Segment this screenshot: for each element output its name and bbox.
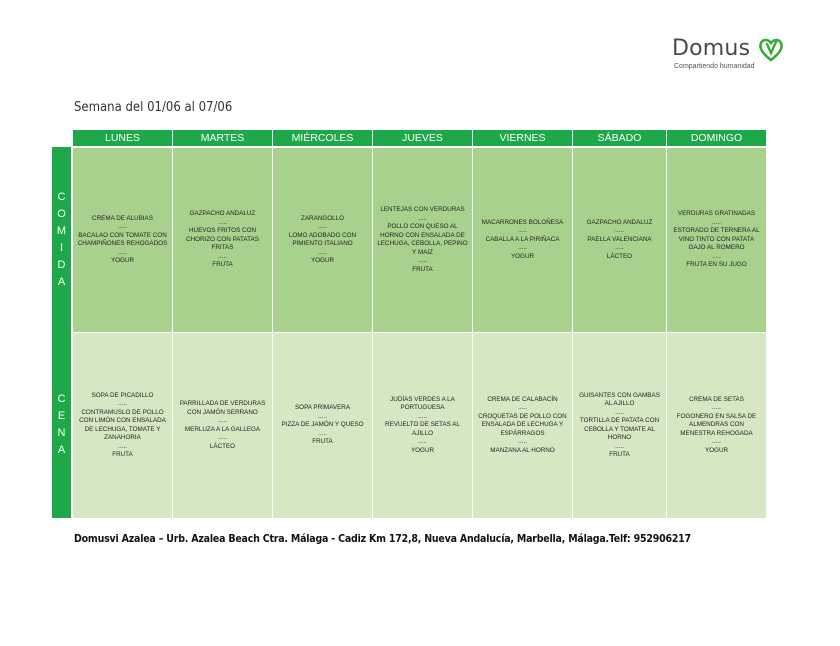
dish-item: PIZZA DE JAMÓN Y QUESO [281, 421, 364, 429]
day-header: SÁBADO [572, 130, 666, 146]
day-header: LUNES [72, 130, 172, 146]
dish-item: GAZPACHO ANDALUZ [586, 218, 653, 226]
dish-separator: ..... [518, 244, 527, 252]
dish-item: CONTRAMUSLO DE POLLO CON LIMÓN CON ENSALADA DE LECHUGA, TOMATE Y ZANAHORIA [79, 408, 166, 441]
dish-separator: ..... [418, 412, 427, 420]
dish-item: GUISANTES CON GAMBAS AL AJILLO [579, 391, 660, 407]
week-label: Semana del 01/06 al 07/06 [74, 100, 233, 115]
dish-item: FRUTA [412, 265, 433, 273]
menu-cell [572, 147, 666, 332]
dish-item: YOGUR [510, 252, 535, 260]
day-header-row [72, 130, 766, 146]
dish-item: SOPA PRIMAVERA [294, 404, 351, 412]
dish-item: CROQUETAS DE POLLO CON ENSALADA DE LECHUGA Y ESPÁRRAGOS [478, 412, 567, 437]
dish-separator: ..... [318, 412, 327, 420]
dish-item: LÁCTEO [606, 252, 633, 260]
meal-label-letter: N [57, 427, 66, 439]
meal-label-cena [52, 332, 71, 518]
dish-item: LENTEJAS CON VERDURAS [380, 206, 465, 213]
dish-separator: ..... [318, 429, 327, 437]
footer-address: Domusvi Azalea – Urb. Azalea Beach Ctra. Málaga - Cadiz Km 172,8, Nueva Andalucía, Marbella, Málaga.Telf: 952906217 [74, 533, 691, 545]
menu-cell [666, 147, 766, 332]
menu-cell [372, 332, 472, 518]
menu-cell [472, 332, 572, 518]
dish-separator: ..... [712, 438, 721, 446]
dish-separator: ..... [118, 400, 127, 407]
menu-cell [272, 332, 372, 518]
dish-separator: ..... [218, 252, 227, 260]
dish-separator: ..... [218, 434, 227, 441]
menu-cell [572, 332, 666, 518]
meal-label-letter: O [57, 207, 66, 220]
menu-cell [372, 147, 472, 332]
day-header: VIERNES [472, 130, 572, 146]
dish-separator: ..... [418, 214, 427, 222]
dish-item: YOGUR [704, 446, 729, 454]
dish-separator: ..... [218, 417, 227, 424]
dish-separator: ..... [615, 227, 624, 235]
cena-row [72, 332, 766, 518]
dish-item: FRUTA [609, 451, 630, 458]
meal-label-letter: C [57, 190, 66, 203]
menu-cell [172, 332, 272, 518]
dish-item: YOGUR [110, 257, 135, 264]
dish-item: YOGUR [410, 446, 435, 454]
day-header: MARTES [172, 130, 272, 146]
meal-label-letter: I [59, 241, 64, 254]
dish-separator: ..... [712, 218, 721, 226]
dish-item: FRUTA EN SU JUGO [686, 261, 747, 269]
day-header: JUEVES [372, 130, 472, 146]
menu-cell [72, 147, 172, 332]
dish-item: TORTILLA DE PATATA CON CEBOLLA Y TOMATE AL HORNO [579, 417, 660, 441]
dish-item: LOMO ADOBADO CON PIMIENTO ITALIANO [288, 231, 357, 247]
dish-item: POLLO CON QUESO AL HORNO CON ENSALADA DE LECHUGA, CEBOLLA, PEPINO Y MAIZ [377, 223, 468, 256]
day-header: DOMINGO [666, 130, 766, 146]
dish-separator: ..... [118, 442, 127, 450]
dish-item: MACARRONES BOLOÑESA [481, 218, 564, 226]
dish-separator: ..... [518, 438, 527, 446]
logo-wordmark: Domus [672, 36, 751, 61]
dish-item: CREMA DE ALUBIAS [92, 214, 153, 222]
dish-separator: ..... [712, 252, 721, 260]
menu-cell [72, 332, 172, 518]
logo-tagline: Compartiendo humanidad [674, 63, 755, 70]
dish-item: MANZANA AL HORNO [490, 446, 555, 454]
dish-item: FRUTA [212, 261, 233, 269]
dish-item: ZARANGOLLO [300, 214, 345, 222]
dish-item: CREMA DE SETAS [689, 395, 744, 403]
dish-separator: ..... [418, 257, 427, 264]
menu-grid [52, 130, 766, 518]
leaf-heart-icon [758, 36, 784, 62]
dish-separator: ..... [218, 218, 227, 226]
menu-cell [172, 147, 272, 332]
dish-item: BACALAO CON TOMATE CON CHAMPIÑONES REHOGADOS [77, 231, 168, 247]
dish-item: SOPA DE PICADILLO [91, 391, 154, 399]
meal-label-letter: A [57, 444, 66, 456]
dish-item: FRUTA [312, 438, 333, 446]
dish-separator: ..... [518, 227, 527, 235]
meal-label-letter: C [57, 393, 66, 405]
menu-cell [472, 147, 572, 332]
dish-item: YOGUR [310, 257, 335, 264]
dish-separator: ..... [318, 223, 327, 230]
dish-separator: ..... [118, 248, 127, 256]
dish-item: JUDÍAS VERDES A LA PORTUGUESA [390, 395, 455, 412]
menu-cell [666, 332, 766, 518]
dish-item: MERLUZA A LA GALLEGA [184, 425, 261, 433]
dish-item: CREMA DE CALABACÍN [487, 395, 558, 403]
dish-item: LÁCTEO [209, 442, 236, 450]
comida-row [72, 147, 766, 332]
menu-cell [272, 147, 372, 332]
day-header: MIÉRCOLES [272, 130, 372, 146]
meal-label-comida [52, 147, 71, 332]
meal-label-letter: D [57, 258, 66, 271]
dish-item: PARRILLADA DE VERDURAS CON JAMÓN SERRANO [179, 400, 266, 416]
dish-item: VERDURAS GRATINADAS [677, 210, 756, 218]
dish-separator: ..... [615, 244, 624, 252]
dish-item: HUEVOS FRITOS CON CHORIZO CON PATATAS FRITAS [186, 227, 259, 252]
dish-item: REVUELTO DE SETAS AL AJILLO [385, 421, 460, 437]
dish-separator: ..... [118, 223, 127, 230]
dish-separator: ..... [518, 404, 527, 412]
dish-separator: ..... [615, 442, 624, 450]
dish-item: GAZPACHO ANDALUZ [189, 210, 256, 218]
dish-item: FOGONERO EN SALSA DE ALMENDRAS CON MENESTRA REHOGADA [676, 412, 757, 437]
dish-item: FRUTA [112, 451, 133, 458]
domusvi-logo [672, 30, 792, 76]
dish-separator: ..... [318, 248, 327, 256]
dish-separator: ..... [615, 408, 624, 416]
dish-separator: ..... [712, 404, 721, 412]
dish-item: PAELLA VALENCIANA [587, 235, 652, 243]
dish-item: ESTORADO DE TERNERA AL VINO TINTO CON PATATA GAJO AL ROMERO [673, 227, 760, 252]
meal-label-letter: A [57, 275, 66, 288]
meal-label-letter: E [57, 410, 66, 422]
dish-item: CABALLA A LA PIRIÑACA [485, 235, 560, 243]
meal-label-letter: M [56, 224, 67, 237]
dish-separator: ..... [418, 438, 427, 446]
